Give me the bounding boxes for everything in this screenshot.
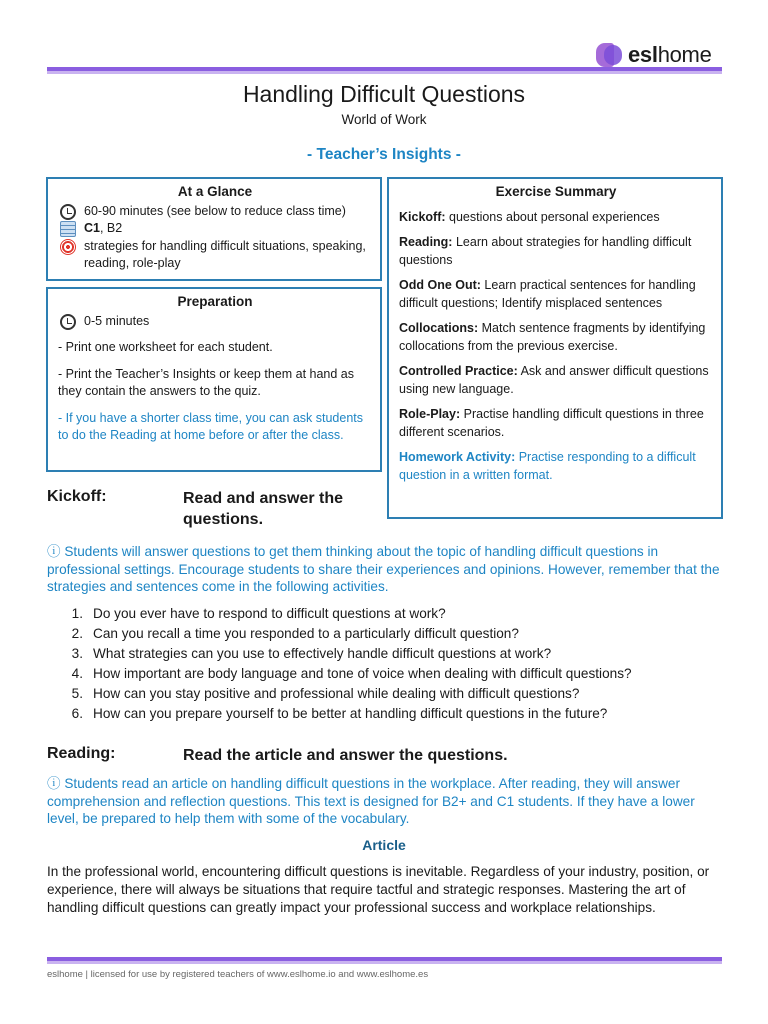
list-item xyxy=(47,624,727,644)
logo-wordmark xyxy=(628,42,712,68)
logo-bold: esl xyxy=(628,42,658,67)
summary-item-odd-one-out xyxy=(399,277,713,312)
page-subtitle: World of Work xyxy=(341,112,427,127)
list-item xyxy=(47,644,727,664)
summary-text: questions about personal experiences xyxy=(445,209,660,224)
summary-text: Learn about strategies for handling difficult questions xyxy=(399,235,692,267)
article-body: In the professional world, encountering difficult questions is inevitable. Regardless of your industry, position, or experience, there will always be situations that require tactful and strategic responses. Mastering the art of handling difficult questions can greatly impact your professional success and workplace relationships. xyxy=(47,864,710,915)
summary-text: Learn practical sentences for handling difficult questions; Identify misplaced sentences xyxy=(399,278,696,310)
prep-line-3: - If you have a shorter class time, you can ask students to do the Reading at home before or after the class. xyxy=(58,410,364,442)
summary-text: Practise responding to a difficult question in a written format. xyxy=(399,450,696,482)
brand-logo xyxy=(596,40,712,70)
level-rest: , B2 xyxy=(99,221,123,235)
list-item xyxy=(47,704,727,724)
header-divider xyxy=(47,67,722,74)
summary-item-homework xyxy=(399,449,713,484)
reading-task: Read the article and answer the questions. xyxy=(183,747,508,764)
question-number: 1. xyxy=(71,606,83,621)
summary-label: Homework Activity: xyxy=(399,450,516,464)
list-item xyxy=(47,684,727,704)
summary-label: Collocations: xyxy=(399,321,479,335)
summary-text: Ask and answer difficult questions using new language. xyxy=(399,364,709,396)
question-number: 5. xyxy=(71,686,83,701)
at-a-glance-title: At a Glance xyxy=(177,184,253,199)
level-icon xyxy=(60,221,76,237)
summary-text: Practise handling difficult questions in three different scenarios. xyxy=(399,407,704,439)
question-text: How can you prepare yourself to be better at handling difficult questions in the future? xyxy=(93,706,608,721)
article-title: Article xyxy=(362,837,406,853)
list-item xyxy=(47,664,727,684)
level-main: C1 xyxy=(84,221,100,235)
logo-icon xyxy=(596,41,626,69)
logo-rest: home xyxy=(657,42,712,67)
glance-skills: strategies for handling difficult situations, speaking, reading, role-play xyxy=(84,238,366,270)
summary-item-collocations xyxy=(399,320,713,355)
kickoff-label: Kickoff: xyxy=(47,488,107,505)
glance-level-row xyxy=(58,220,372,238)
kickoff-task: Read and answer the questions. xyxy=(183,490,344,528)
question-number: 2. xyxy=(71,626,83,641)
question-number: 6. xyxy=(71,706,83,721)
summary-item-role-play xyxy=(399,406,713,441)
summary-label: Odd One Out: xyxy=(399,278,481,292)
summary-text: Match sentence fragments by identifying collocations from the previous exercise. xyxy=(399,321,706,353)
page-title: Handling Difficult Questions xyxy=(242,81,526,107)
summary-label: Reading: xyxy=(399,235,453,249)
question-text: Can you recall a time you responded to a particularly difficult question? xyxy=(93,626,519,641)
clock-icon xyxy=(60,204,76,220)
list-item xyxy=(47,604,727,624)
footer-license: eslhome | licensed for use by registered teachers of www.eslhome.io and www.eslhome.es xyxy=(47,969,429,980)
teachers-insights-heading: - Teacher’s Insights - xyxy=(307,146,461,163)
at-a-glance-box xyxy=(46,177,382,281)
clock-icon xyxy=(60,314,76,330)
prep-time: 0-5 minutes xyxy=(84,313,150,328)
target-icon xyxy=(60,239,76,255)
summary-label: Role-Play: xyxy=(399,407,461,421)
question-text: How important are body language and tone of voice when dealing with difficult questions? xyxy=(93,666,632,681)
footer-divider xyxy=(47,957,722,964)
reading-note: ⓘ Students read an article on handling difficult questions in the workplace. After reading, they will answer comprehension and reflection questions. This text is designed for B2+ and C1 students. If they have a lower level, be prepared to help them with some of the vocabulary. xyxy=(47,776,695,826)
prep-line-2: - Print the Teacher’s Insights or keep them at hand as they contain the answers to the quiz. xyxy=(58,366,355,398)
summary-label: Controlled Practice: xyxy=(399,364,518,378)
glance-skills-row xyxy=(58,238,372,273)
glance-time-row xyxy=(58,203,372,221)
question-number: 4. xyxy=(71,666,83,681)
question-text: What strategies can you use to effectively handle difficult questions at work? xyxy=(93,646,552,661)
preparation-box xyxy=(46,287,382,472)
summary-item-controlled-practice xyxy=(399,363,713,398)
question-number: 3. xyxy=(71,646,83,661)
reading-label: Reading: xyxy=(47,745,116,762)
exercise-summary-title: Exercise Summary xyxy=(495,184,617,199)
kickoff-questions xyxy=(47,604,727,724)
prep-time-row xyxy=(58,313,372,331)
summary-label: Kickoff: xyxy=(399,209,446,224)
summary-item-kickoff xyxy=(399,209,713,227)
exercise-summary-box xyxy=(387,177,723,519)
summary-item-reading xyxy=(399,234,713,269)
question-text: Do you ever have to respond to difficult questions at work? xyxy=(93,606,446,621)
glance-time: 60-90 minutes (see below to reduce class time) xyxy=(84,203,346,218)
prep-line-1: - Print one worksheet for each student. xyxy=(58,340,273,354)
preparation-title: Preparation xyxy=(177,294,253,309)
kickoff-note: ⓘ Students will answer questions to get them thinking about the topic of handling difficult questions in professional settings. Encourage students to share their experiences and opinions. However, remember that the strategies and sentences come in the following activities. xyxy=(47,544,720,594)
glance-level xyxy=(84,220,372,238)
question-text: How can you stay positive and professional while dealing with difficult questions? xyxy=(93,686,580,701)
